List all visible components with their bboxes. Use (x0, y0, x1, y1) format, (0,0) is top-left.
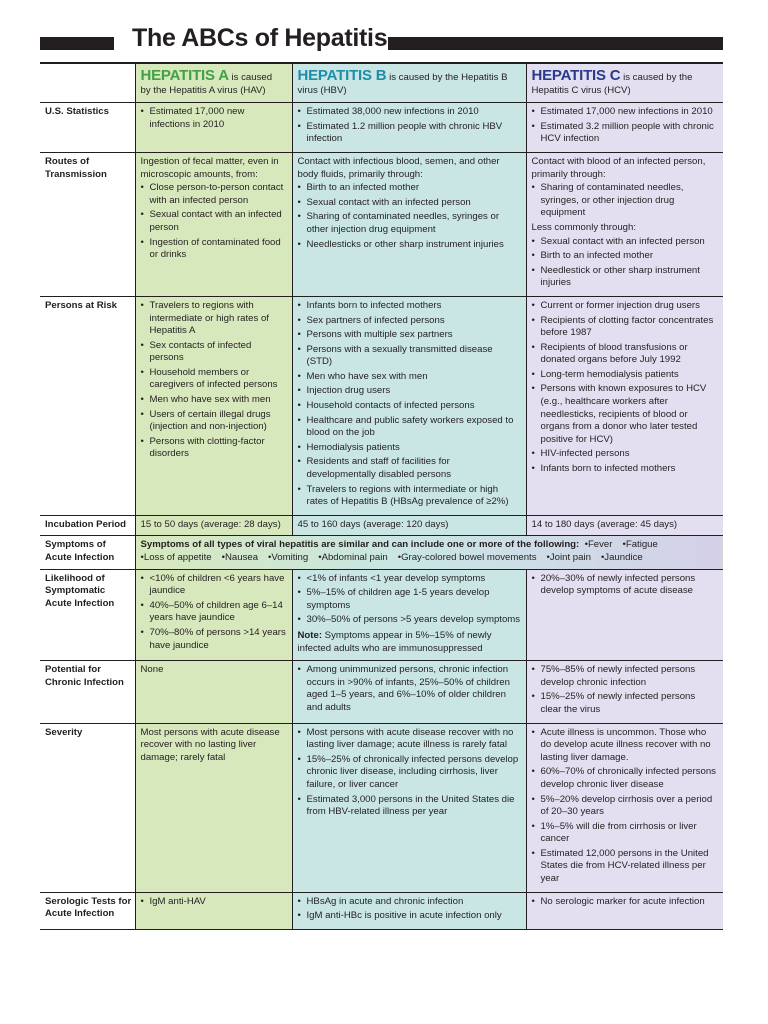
row-us-statistics (40, 103, 723, 153)
bullet-item: • HBsAg in acute and chronic infection (298, 896, 521, 909)
hep-a-desc: is caused (228, 72, 273, 83)
bullet-item: • Close person-to-person contact with an infected person (141, 182, 287, 207)
bullet-item: • Current or former injection drug users (532, 300, 719, 313)
bullet-item: • 40%–50% of children age 6–14 years have jaundice (141, 600, 287, 625)
bullet-item: • Most persons with acute disease recover with no lasting liver damage; acute illness is rarely fatal (298, 727, 521, 752)
cell-intro: Ingestion of fecal matter, even in microscopic amounts, from: (140, 155, 279, 180)
cell-hep-a: None (135, 661, 292, 723)
symptom-item: • Fatigue (622, 539, 657, 550)
symptom-item: • Vomiting (268, 552, 308, 563)
hep-c-name: HEPATITIS C (531, 67, 621, 84)
symptom-item: • Loss of appetite (141, 552, 212, 563)
symptoms-line-1 (141, 539, 719, 552)
bullet-item: • Birth to an infected mother (532, 250, 719, 263)
row-label: Potential for Chronic Infection (40, 661, 135, 723)
row-label: Likelihood of Symptomatic Acute Infection (40, 569, 135, 661)
title-rule-right (388, 37, 723, 50)
bullet-item: • Needlesticks or other sharp instrument injuries (298, 239, 521, 252)
bullet-item: • Household contacts of infected persons (298, 400, 521, 413)
bullet-item: • Sexual contact with an infected person (532, 236, 719, 249)
symptom-item: • Jaundice (601, 552, 643, 563)
bullet-item: • 5%–15% of children age 1-5 years develop symptoms (298, 587, 521, 612)
bullet-item: • 60%–70% of chronically infected persons develop chronic liver disease (532, 766, 719, 791)
bullet-item: • <1% of infants <1 year develop symptoms (298, 573, 521, 586)
bullet-item: • Ingestion of contaminated food or drinks (141, 237, 287, 262)
cell-hep-c (526, 892, 723, 929)
bullet-item: • Acute illness is uncommon. Those who do develop acute illness recover with no lasting liver damage. (532, 727, 719, 765)
bullet-item: • Users of certain illegal drugs (injection and non-injection) (141, 409, 287, 434)
bullet-item: • 15%–25% of newly infected persons clear the virus (532, 691, 719, 716)
cell-hep-c: 14 to 180 days (average: 45 days) (526, 515, 723, 536)
cell-hep-b: 45 to 160 days (average: 120 days) (292, 515, 526, 536)
header-hep-c (526, 63, 723, 103)
bullet-item: • Sexual contact with an infected person (298, 197, 521, 210)
bullet-item: • Estimated 3,000 persons in the United States die from HBV-related illness per year (298, 794, 521, 819)
cell-hep-b (292, 103, 526, 153)
cell-hep-b (292, 723, 526, 892)
bullet-item: • IgM anti-HBc is positive in acute infection only (298, 910, 521, 923)
bullet-item: • Household members or caregivers of infected persons (141, 367, 287, 392)
bullet-item: • Persons with clotting-factor disorders (141, 436, 287, 461)
hepatitis-comparison-table (40, 62, 723, 930)
bullet-item: • Sex partners of infected persons (298, 315, 521, 328)
hep-b-desc-2: virus (HBV) (297, 84, 347, 96)
cell-hep-c (526, 569, 723, 661)
row-likelihood-symptomatic (40, 569, 723, 661)
cell-hep-a (135, 103, 292, 153)
bullet-item: • 30%–50% of persons >5 years develop symptoms (298, 614, 521, 627)
bullet-item: • <10% of children <6 years have jaundice (141, 573, 287, 598)
hep-b-desc: is caused by the Hepatitis B (386, 72, 508, 83)
cell-intro: Contact with blood of an infected person, primarily through: (531, 155, 706, 180)
row-label: Serologic Tests for Acute Infection (40, 892, 135, 929)
row-symptoms (40, 536, 723, 569)
cell-hep-c (526, 661, 723, 723)
bullet-item: • Recipients of blood transfusions or donated organs before July 1992 (532, 342, 719, 367)
note (298, 630, 521, 655)
row-routes-of-transmission (40, 152, 723, 296)
bullet-item: • Men who have sex with men (298, 371, 521, 384)
bullet-item: • Estimated 12,000 persons in the United States die from HCV-related illness per year (532, 848, 719, 886)
bullet-item: • Persons with known exposures to HCV (e.g., healthcare workers after needlesticks, recipients of blood or organs from a donor who later tested positive for HCV) (532, 383, 719, 446)
bullet-item: • Residents and staff of facilities for developmentally disabled persons (298, 456, 521, 481)
bullet-item: • 20%–30% of newly infected persons develop symptoms of acute disease (532, 573, 719, 598)
bullet-item: • Estimated 1.2 million people with chronic HBV infection (298, 121, 521, 146)
bullet-item: • Birth to an infected mother (298, 182, 521, 195)
cell-hep-a (135, 296, 292, 515)
hep-a-desc-2: by the Hepatitis A virus (HAV) (140, 84, 266, 96)
bullet-item: • 70%–80% of persons >14 years have jaundice (141, 627, 287, 652)
cell-hep-b (292, 661, 526, 723)
row-label: Symptoms of Acute Infection (40, 536, 135, 569)
cell-hep-b (292, 152, 526, 296)
bullet-item: • Sharing of contaminated needles, syringes or other injection drug equipment (298, 211, 521, 236)
bullet-item: • Infants born to infected mothers (532, 463, 719, 476)
header-blank (40, 63, 135, 103)
cell-hep-a: 15 to 50 days (average: 28 days) (135, 515, 292, 536)
row-label: U.S. Statistics (40, 103, 135, 153)
row-label: Severity (40, 723, 135, 892)
bullet-item: • Healthcare and public safety workers exposed to blood on the job (298, 415, 521, 440)
cell-hep-c (526, 103, 723, 153)
bullet-item: • HIV-infected persons (532, 448, 719, 461)
hep-c-desc: is caused by the (620, 72, 693, 83)
bullet-item: • 1%–5% will die from cirrhosis or liver cancer (532, 821, 719, 846)
note-text: Symptoms appear in 5%–15% of newly infected adults who are immunosuppressed (297, 629, 492, 654)
bullet-item: • 75%–85% of newly infected persons develop chronic infection (532, 664, 719, 689)
hep-b-name: HEPATITIS B (297, 67, 387, 84)
bullet-item: • Hemodialysis patients (298, 442, 521, 455)
row-serologic-tests (40, 892, 723, 929)
note-label: Note: (297, 629, 323, 641)
bullet-item: • 5%–20% develop cirrhosis over a period of 20–30 years (532, 794, 719, 819)
symptom-item: • Nausea (222, 552, 258, 563)
symptoms-intro: Symptoms of all types of viral hepatitis are similar and can include one or more of the following: (140, 539, 580, 551)
header-hep-b (292, 63, 526, 103)
cell-subintro: Less commonly through: (531, 221, 637, 233)
bullet-item: • Estimated 17,000 new infections in 2010 (141, 106, 287, 131)
bullet-item: • Sex contacts of infected persons (141, 340, 287, 365)
row-chronic-infection (40, 661, 723, 723)
cell-hep-b (292, 892, 526, 929)
header-hep-a (135, 63, 292, 103)
cell-hep-a (135, 152, 292, 296)
bullet-item: • No serologic marker for acute infection (532, 896, 719, 909)
bullet-item: • Sexual contact with an infected person (141, 209, 287, 234)
title-rule-left (40, 37, 114, 50)
hep-a-name: HEPATITIS A (140, 67, 229, 84)
row-incubation-period (40, 515, 723, 536)
bullet-item: • Long-term hemodialysis patients (532, 369, 719, 382)
symptom-item: • Gray-colored bowel movements (398, 552, 537, 563)
bullet-item: • Travelers to regions with intermediate or high rates of Hepatitis B (HBsAg prevalence of ≥2%) (298, 484, 521, 509)
symptom-item: • Abdominal pain (318, 552, 388, 563)
cell-symptoms (135, 536, 723, 569)
bullet-item: • Estimated 38,000 new infections in 2010 (298, 106, 521, 119)
bullet-item: • Travelers to regions with intermediate or high rates of Hepatitis A (141, 300, 287, 338)
row-label: Routes of Transmission (40, 152, 135, 296)
cell-hep-c (526, 296, 723, 515)
bullet-item: • Injection drug users (298, 385, 521, 398)
bullet-item: • Estimated 17,000 new infections in 2010 (532, 106, 719, 119)
cell-hep-b (292, 569, 526, 661)
bullet-item: • IgM anti-HAV (141, 896, 287, 909)
symptoms-line-2 (141, 552, 719, 565)
cell-hep-c (526, 723, 723, 892)
bullet-item: • 15%–25% of chronically infected persons develop chronic liver disease, including cirrhosis, liver failure, or liver cancer (298, 754, 521, 792)
symptom-item: • Fever (585, 539, 613, 550)
bullet-item: • Infants born to infected mothers (298, 300, 521, 313)
cell-hep-a (135, 569, 292, 661)
row-label: Incubation Period (40, 515, 135, 536)
cell-hep-a: Most persons with acute disease recover with no lasting liver damage; rarely fatal (135, 723, 292, 892)
bullet-item: • Sharing of contaminated needles, syringes, or other injection drug equipment (532, 182, 719, 220)
symptom-item: • Joint pain (547, 552, 591, 563)
bullet-item: • Persons with multiple sex partners (298, 329, 521, 342)
bullet-item: • Needlestick or other sharp instrument injuries (532, 265, 719, 290)
bullet-item: • Men who have sex with men (141, 394, 287, 407)
page-title: The ABCs of Hepatitis (132, 24, 388, 52)
bullet-item: • Among unimmunized persons, chronic infection occurs in >90% of infants, 25%–50% of children aged 1–5 years, and 6%–10% of older children and adults (298, 664, 521, 714)
header-row (40, 63, 723, 103)
row-persons-at-risk (40, 296, 723, 515)
hep-c-desc-2: Hepatitis C virus (HCV) (531, 84, 631, 96)
cell-hep-a (135, 892, 292, 929)
bullet-item: • Estimated 3.2 million people with chronic HCV infection (532, 121, 719, 146)
bullet-item: • Persons with a sexually transmitted disease (STD) (298, 344, 521, 369)
cell-hep-c (526, 152, 723, 296)
row-severity (40, 723, 723, 892)
cell-intro: Contact with infectious blood, semen, and other body fluids, primarily through: (297, 155, 500, 180)
bullet-item: • Recipients of clotting factor concentrates before 1987 (532, 315, 719, 340)
cell-hep-b (292, 296, 526, 515)
row-label: Persons at Risk (40, 296, 135, 515)
